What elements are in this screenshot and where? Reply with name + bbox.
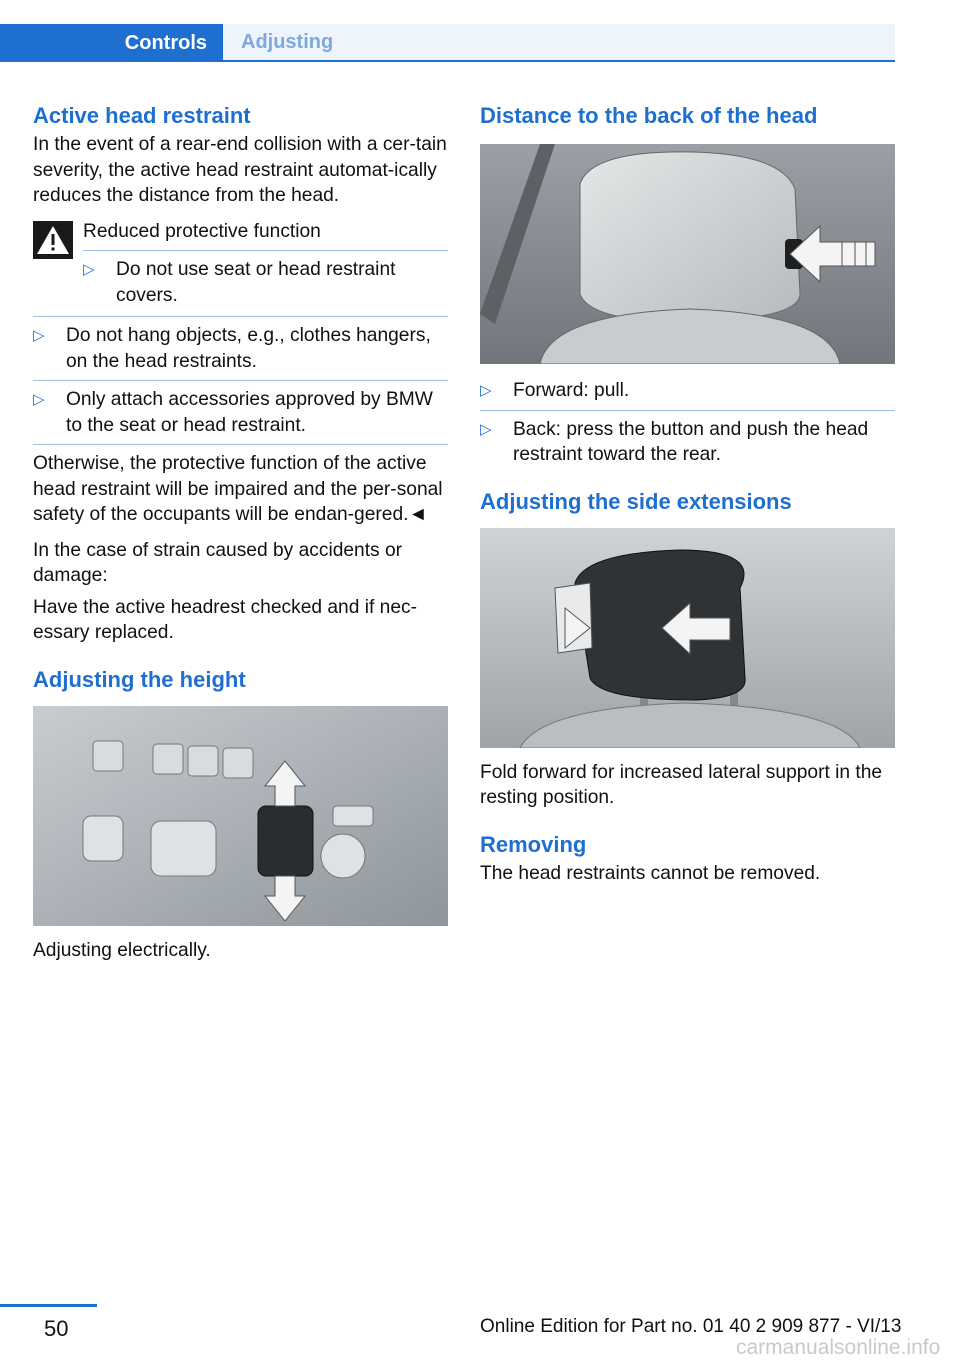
- removing-title: Removing: [480, 831, 587, 857]
- otherwise-text: Otherwise, the protective function of the active head restraint will be impaired and the per-sonal safety of the occupants will be endan-gered.◄: [33, 453, 443, 525]
- head-restraint-distance-image: [480, 144, 895, 364]
- seat-controls-image: [33, 706, 448, 926]
- distance-title: Distance to the back of the head: [480, 103, 818, 128]
- left-column: [33, 100, 448, 963]
- footer-rule: [0, 1304, 97, 1307]
- tab-controls[interactable]: Controls: [0, 24, 223, 62]
- list-item: ▷ Only attach accessories approved by BMW to the seat or head restraint.: [33, 389, 433, 436]
- removing-text: The head restraints cannot be removed.: [480, 862, 821, 884]
- triangle-bullet-icon: ▷: [83, 261, 95, 278]
- triangle-bullet-icon: ▷: [480, 382, 492, 399]
- active-intro: In the event of a rear-end collision with a cer-tain severity, the active head restraint automat-ically reduces the distance from the head.: [33, 134, 447, 206]
- warning-block: [33, 219, 448, 309]
- list-item: ▷ Do not hang objects, e.g., clothes hangers, on the head restraints.: [33, 325, 431, 372]
- watermark: carmanualsonline.info: [736, 1336, 941, 1359]
- list-item: ▷ Forward: pull.: [480, 378, 895, 404]
- right-column: [480, 100, 895, 886]
- triangle-bullet-icon: ▷: [480, 420, 492, 438]
- list-item: ▷ Back: press the button and push the head restraint toward the rear.: [480, 418, 869, 465]
- tab-adjusting[interactable]: Adjusting: [223, 24, 895, 62]
- side-extensions-title: Adjusting the side extensions: [480, 488, 792, 514]
- edition-text: Online Edition for Part no. 01 40 2 909 877 - VI/13: [480, 1316, 902, 1337]
- active-head-restraint-title: Active head restraint: [33, 103, 251, 128]
- warning-icon: [33, 221, 73, 259]
- height-caption: Adjusting electrically.: [33, 939, 211, 961]
- triangle-bullet-icon: ▷: [33, 391, 45, 408]
- warning-title: Reduced protective function: [83, 220, 321, 242]
- adjusting-height-title: Adjusting the height: [33, 666, 246, 692]
- warning-bullet: ▷ Do not use seat or head restraint covers.: [83, 259, 396, 306]
- strain-text: In the case of strain caused by accidents or damage:: [33, 539, 403, 586]
- side-extensions-image: [480, 528, 895, 748]
- check-text: Have the active headrest checked and if nec-essary replaced.: [33, 596, 417, 643]
- header-tabs: [0, 24, 895, 62]
- triangle-bullet-icon: ▷: [33, 327, 45, 344]
- page-number: 50: [44, 1316, 69, 1341]
- side-caption: Fold forward for increased lateral support in the resting position.: [480, 761, 883, 808]
